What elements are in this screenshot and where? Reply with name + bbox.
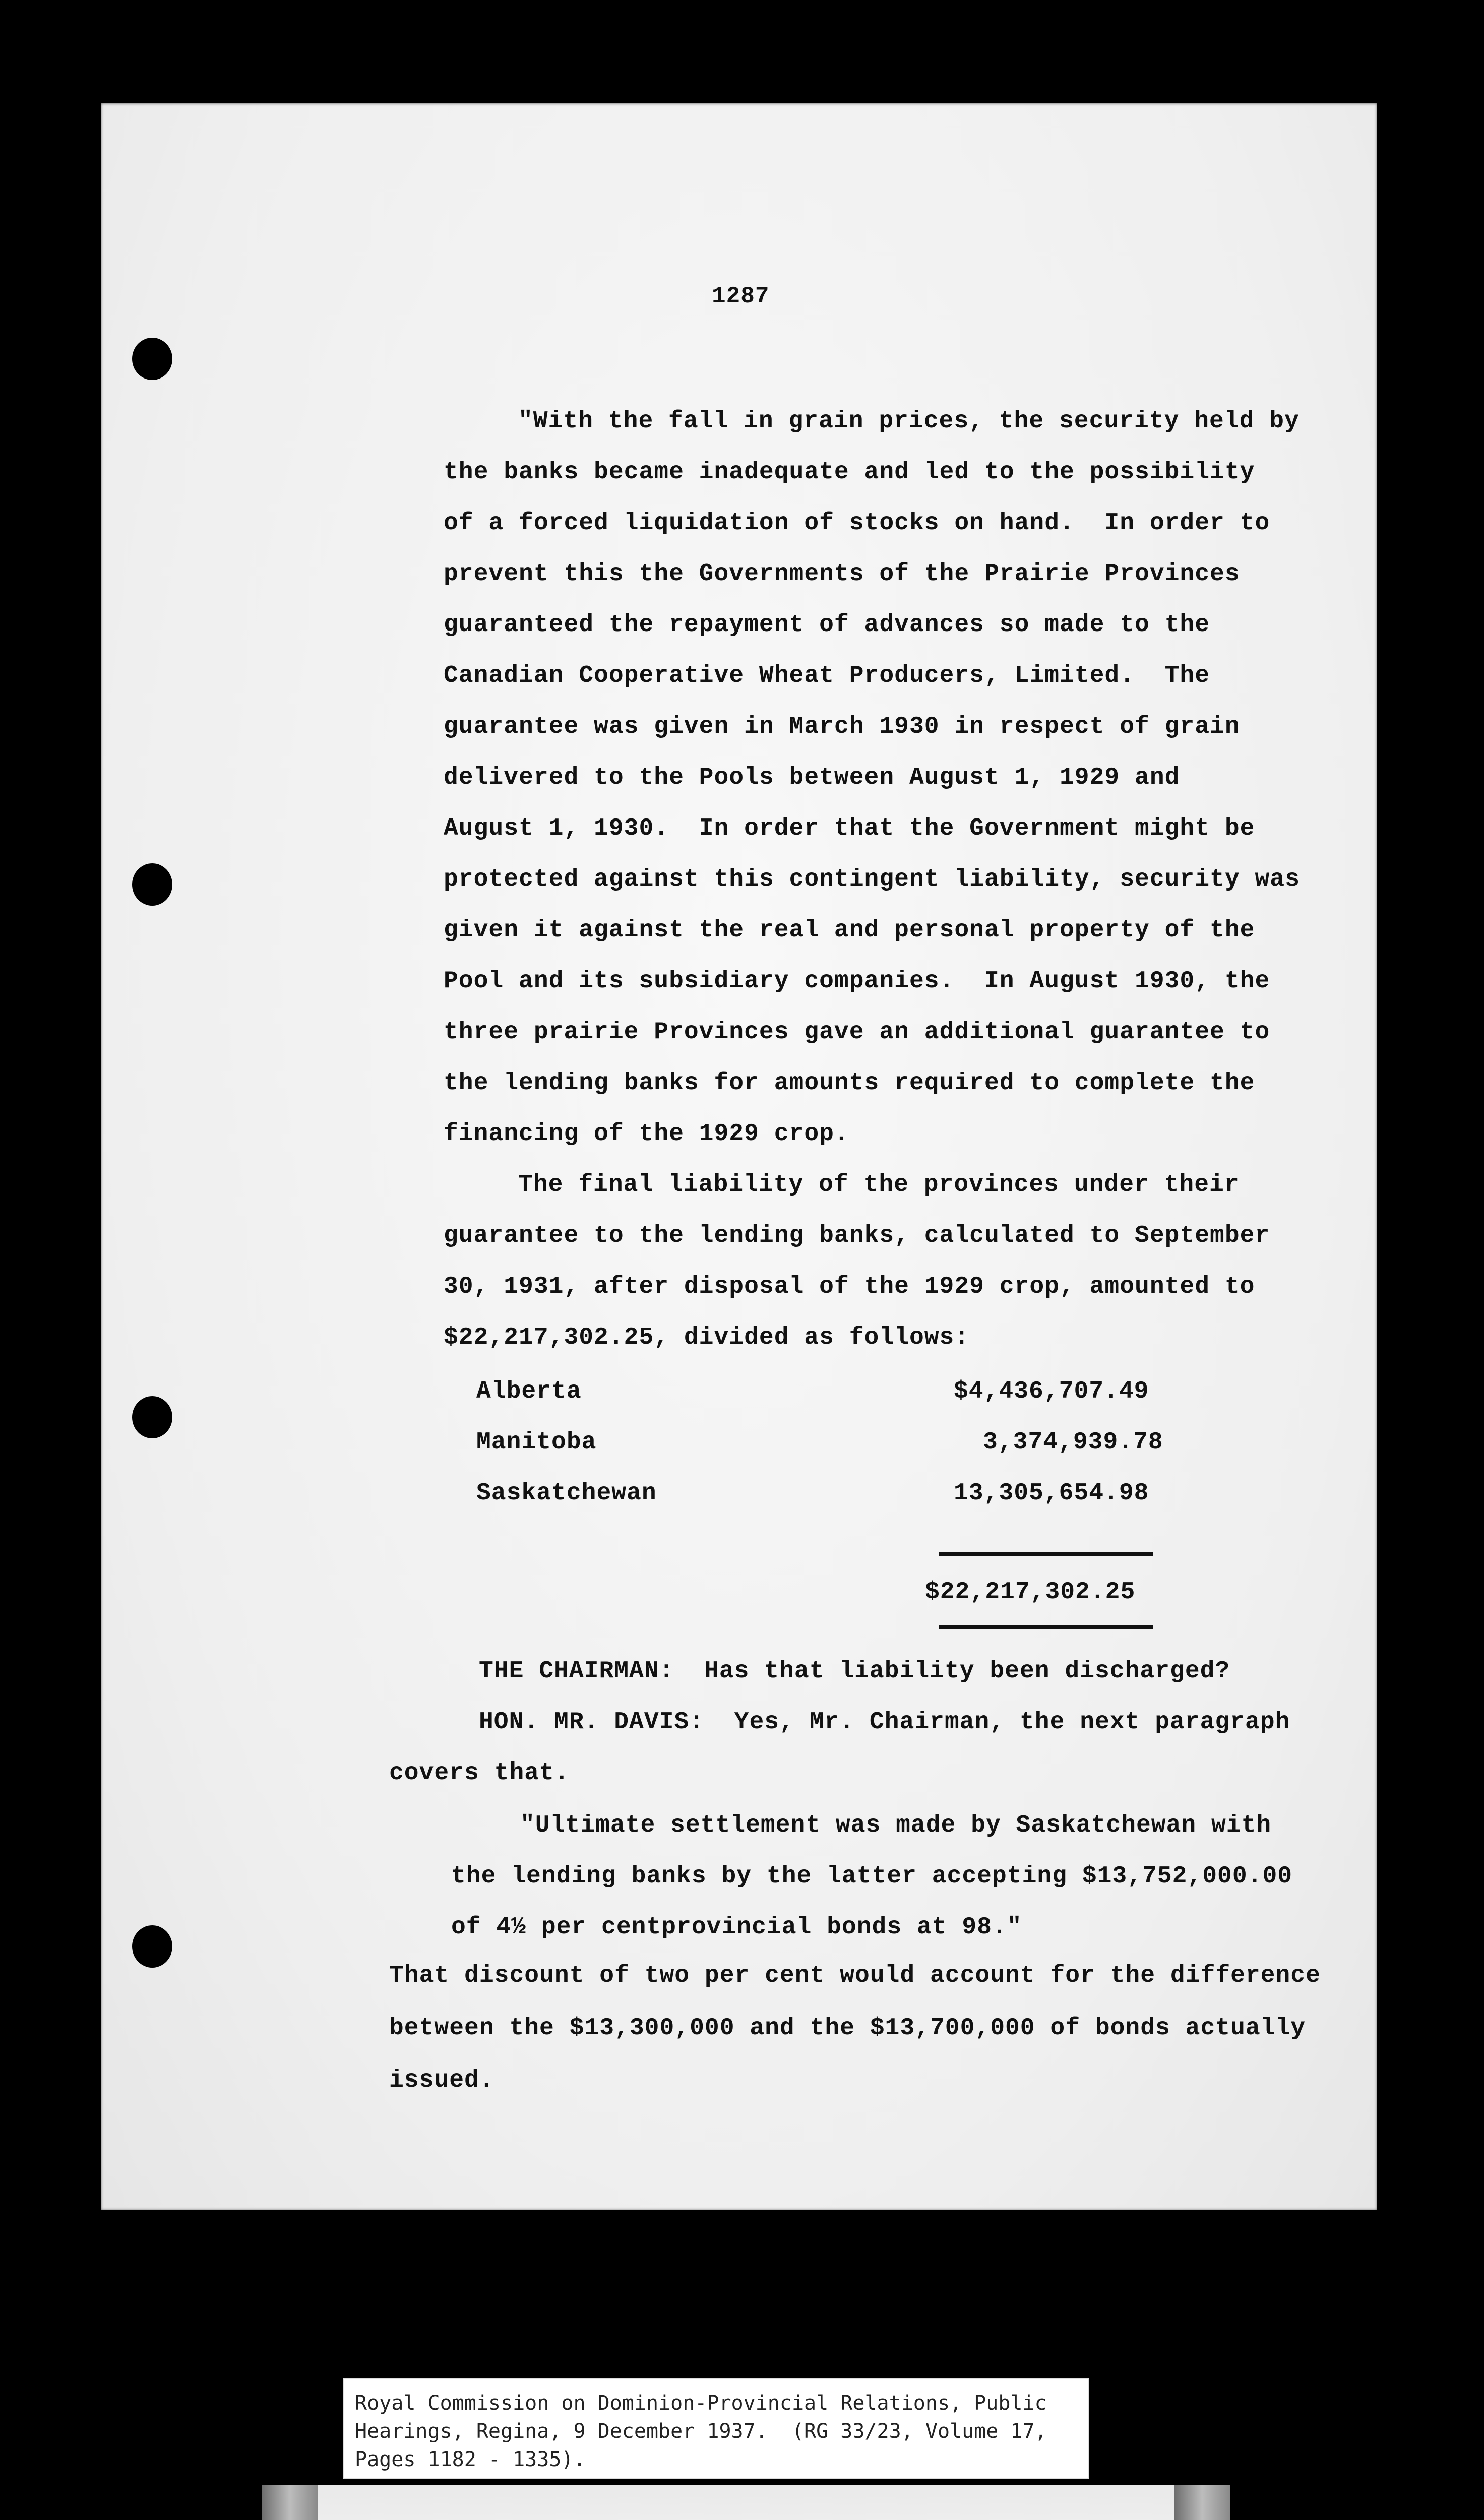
text-line: guarantee was given in March 1930 in respect of grain [444,713,1240,740]
text-line: 30, 1931, after disposal of the 1929 crop, amounted to [444,1273,1255,1300]
binder-hole [132,338,172,380]
province-amount: 13,305,654.98 [954,1480,1149,1507]
text-line: Pool and its subsidiary companies. In August 1930, the [444,968,1270,995]
text-line: the lending banks for amounts required to complete the [444,1069,1255,1097]
closing-line: between the $13,300,000 and the $13,700,000 of bonds actually [389,2014,1306,2042]
province-label: Alberta [476,1378,582,1405]
text-line: the banks became inadequate and led to the possibility [444,459,1255,486]
text-line: three prairie Provinces gave an additional guarantee to [444,1019,1270,1046]
total-amount: $22,217,302.25 [925,1579,1136,1606]
dialogue-line: covers that. [389,1759,570,1787]
closing-line: issued. [389,2067,494,2094]
text-line: August 1, 1930. In order that the Government might be [444,815,1255,842]
text-line: prevent this the Governments of the Prairie Provinces [444,560,1240,588]
quote-line: the lending banks by the latter accepting $13,752,000.00 [451,1863,1293,1890]
binder-hole [132,1925,172,1968]
text-line: $22,217,302.25, divided as follows: [444,1324,970,1351]
quote-line: "Ultimate settlement was made by Saskatchewan with [520,1812,1272,1839]
text-line: "With the fall in grain prices, the security held by [518,408,1300,435]
dialogue-line: THE CHAIRMAN: Has that liability been discharged? [479,1658,1230,1685]
province-amount: $4,436,707.49 [954,1378,1149,1405]
dialogue-line: HON. MR. DAVIS: Yes, Mr. Chairman, the next paragraph [479,1709,1290,1736]
text-line: guaranteed the repayment of advances so made to the [444,611,1210,639]
binder-hole [132,863,172,906]
province-label: Manitoba [476,1429,597,1456]
text-line: Canadian Cooperative Wheat Producers, Limited. The [444,662,1210,689]
archive-stamp [262,2485,1230,2520]
text-line: protected against this contingent liability, security was [444,866,1300,893]
caption-line: Pages 1182 - 1335). [355,2448,586,2471]
binder-hole [132,1396,172,1438]
text-line: financing of the 1929 crop. [444,1120,849,1148]
text-line: of a forced liquidation of stocks on hand. In order to [444,510,1270,537]
caption-line: Royal Commission on Dominion-Provincial Relations, Public [355,2391,1047,2415]
total-rule-top [939,1552,1153,1556]
archive-caption-label [343,2378,1089,2479]
quote-line: of 4½ per centprovincial bonds at 98." [451,1914,1022,1941]
total-rule-bottom [939,1625,1153,1629]
text-line: delivered to the Pools between August 1, 1929 and [444,764,1180,791]
province-label: Saskatchewan [476,1480,657,1507]
caption-line: Hearings, Regina, 9 December 1937. (RG 33/23, Volume 17, [355,2420,1047,2443]
text-line: guarantee to the lending banks, calculated to September [444,1222,1270,1249]
province-amount: 3,374,939.78 [983,1429,1163,1456]
text-line: The final liability of the provinces under their [518,1171,1240,1199]
closing-line: That discount of two per cent would account for the difference [389,1962,1321,1989]
text-line: given it against the real and personal property of the [444,917,1255,944]
page-number: 1287 [712,283,770,309]
